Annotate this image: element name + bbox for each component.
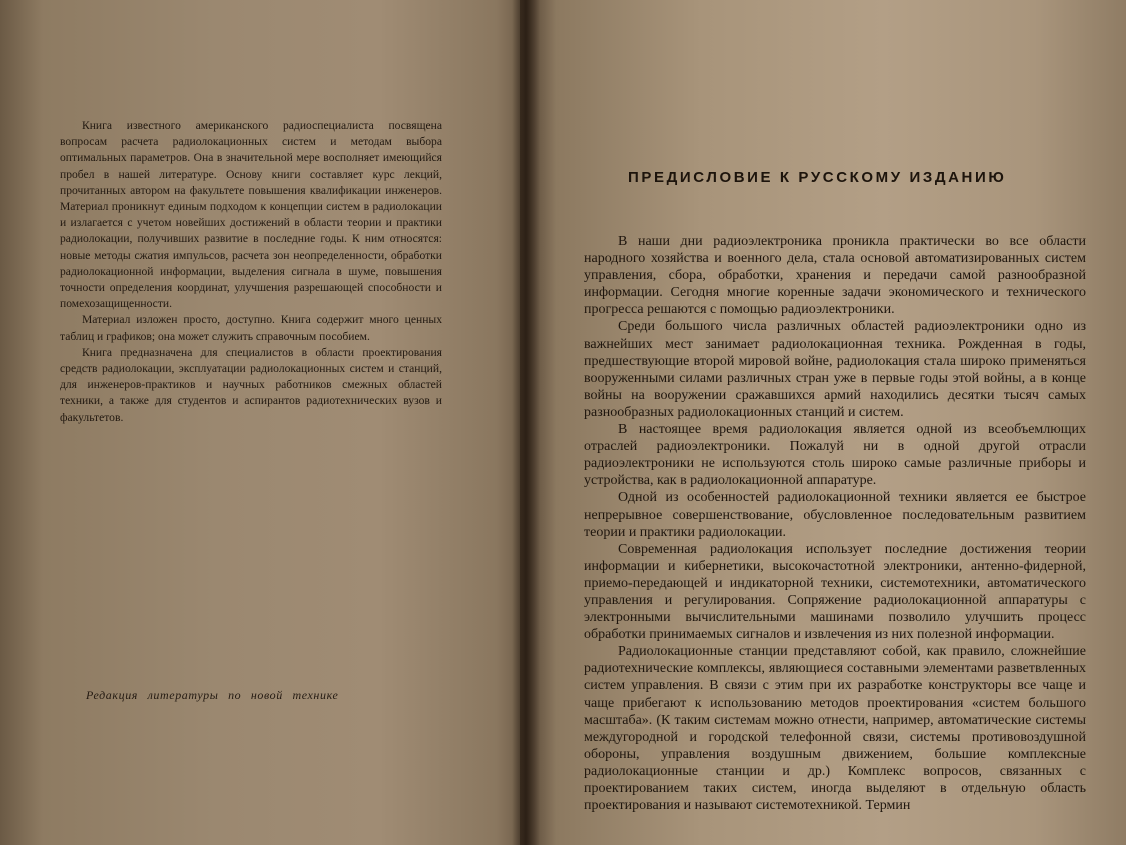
abstract-paragraph: Книга известного американского радиоспециалиста посвящена вопросам расчета радиолокационных систем и методам выбора оптимальных параметров. Она в значительной мере восполняет имеющийся пробел в нашей литературе. Основу книги составляет курс лекций, прочитанных автором на факультете повышения квалификации инженеров. Материал проникнут единым подходом к концепции систем в радиолокации и излагается с учетом новейших достижений в области теории и практики радиолокации, получивших развитие в последние годы. К ним относятся: новые методы сжатия импульсов, расчета зон неопределенности, обработки радиолокационной информации, выделения сигнала в шуме, повышения точности определения координат, улучшения разрешающей способности и помехозащищенности. — [60, 119, 442, 311]
abstract-paragraph: Материал изложен просто, доступно. Книга содержит много ценных таблиц и графиков; она может служить справочным пособием. — [60, 313, 442, 343]
book-abstract — [60, 118, 442, 426]
preface-paragraph: Одной из особенностей радиолокационной техники является ее быстрое непрерывное совершенствование, обусловленное последовательным развитием теории и практики радиолокации. — [584, 490, 1086, 540]
preface-paragraph: Среди большого числа различных областей радиоэлектроники одно из важнейших мест занимает радиолокационная техника. Рожденная в годы, предшествующие второй мировой войне, радиолокация стала широко применяться вооруженными силами различных стран уже в первые годы этой войны, а в конце войны на вооружении сражавшихся армий находились десятки тысяч самых разнообразных радиолокационных станций и систем. — [584, 319, 1086, 420]
abstract-paragraph: Книга предназначена для специалистов в области проектирования средств радиолокации, эксплуатации радиолокационных систем и станций, для инженеров-практиков и научных работников смежных областей техники, а также для студентов и аспирантов радиотехнических вузов и факультетов. — [60, 345, 442, 424]
preface-paragraph: В настоящее время радиолокация является одной из всеобъемлющих отраслей радиоэлектроники. Пожалуй ни в одной другой отрасли радиоэлектроники не используются столь широко самые различные приборы и устройства, как в радиолокационной аппаратуре. — [584, 422, 1086, 489]
preface-heading: ПРЕДИСЛОВИЕ К РУССКОМУ ИЗДАНИЮ — [628, 169, 1007, 186]
preface-body — [584, 233, 1086, 814]
book-gutter — [512, 0, 540, 845]
preface-paragraph: Радиолокационные станции представляют собой, как правило, сложнейшие радиотехнические комплексы, являющиеся составными элементами разветвленных систем управления. В связи с этим при их разработке конструкторы все чаще и чаще прибегают к использованию методов проектирования «систем большого масштаба». (К таким системам можно отнести, например, автоматические системы междугородной и городской телефонной связи, системы противовоздушной обороны, управления воздушным движением, большие комплексные радиолокационные станции и др.) Комплекс вопросов, связанных с проектированием таких систем, иногда выделяют в отдельную область проектирования и называют системотехникой. Термин — [584, 644, 1086, 814]
preface-paragraph: В наши дни радиоэлектроника проникла практически во все области народного хозяйства и военного дела, стала основой автоматизированных систем управления, сбора, обработки, хранения и передачи самой разнообразной информации. Сегодня многие коренные задачи экономического и технического прогресса решаются с помощью радиоэлектроники. — [584, 234, 1086, 318]
preface-paragraph: Современная радиолокация использует последние достижения теории информации и кибернетики, высокочастотной электроники, антенно-фидерной, приемо-передающей и индикаторной техники, системотехники, автоматического управления и регулирования. Сопряжение радиолокационной аппаратуры с электронными вычислительными машинами позволило улучшить процесс обработки принимаемых сигналов и извлечения из них полезной информации. — [584, 541, 1086, 643]
editorial-note: Редакция литературы по новой технике — [86, 688, 339, 702]
left-page — [0, 0, 540, 845]
